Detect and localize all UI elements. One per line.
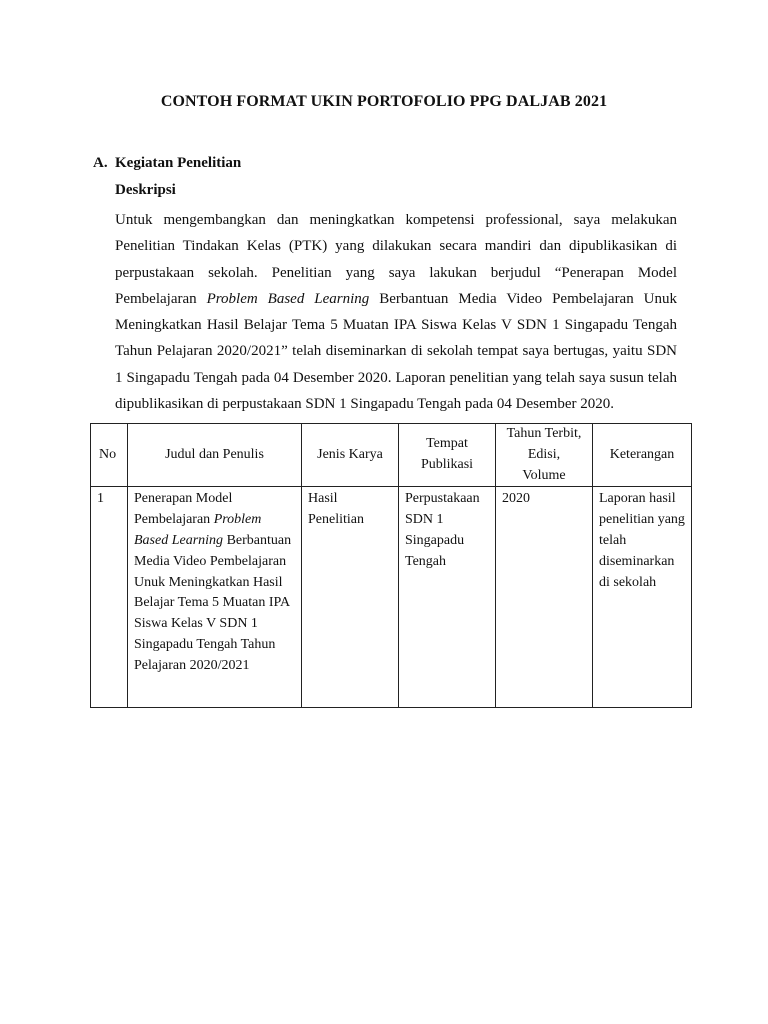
cell-no: 1 (91, 487, 128, 708)
section-letter: A. (93, 155, 108, 171)
header-judul: Judul dan Penulis (128, 424, 302, 487)
header-tempat: Tempat Publikasi (399, 424, 496, 487)
cell-keterangan: Laporan hasil penelitian yang telah diseminarkan di sekolah (593, 487, 692, 708)
paragraph-line: Tahun Pelajaran 2020/2021” telah diseminarkan di sekolah tempat saya bertugas, yaitu SDN (115, 343, 677, 360)
header-tahun: Tahun Terbit, Edisi, Volume (496, 424, 593, 487)
judul-italic-text: Problem Based Learning (134, 512, 262, 548)
paragraph-italic-text: Problem Based Learning (206, 290, 370, 307)
header-keterangan: Keterangan (593, 424, 692, 487)
paragraph-line: Meningkatkan Hasil Belajar Tema 5 Muatan IPA Siswa Kelas V SDN 1 Singapadu Tengah (115, 317, 677, 334)
paragraph-text: Pembelajaran (115, 290, 197, 307)
table-header-row (91, 424, 692, 487)
paragraph-line-mixed (115, 286, 677, 312)
paragraph-line: Penelitian Tindakan Kelas (PTK) yang dilakukan secara mandiri dan dipublikasikan di (115, 238, 677, 255)
paragraph-line: 1 Singapadu Tengah pada 04 Desember 2020. Laporan penelitian yang telah saya susun telah (115, 369, 677, 386)
cell-jenis: Hasil Penelitian (302, 487, 399, 708)
section-heading (93, 155, 241, 172)
paragraph-line: Untuk mengembangkan dan meningkatkan kompetensi professional, saya melakukan (115, 212, 677, 228)
header-no: No (91, 424, 128, 487)
section-subheading: Deskripsi (115, 182, 176, 198)
header-jenis: Jenis Karya (302, 424, 399, 487)
cell-tahun: 2020 (496, 487, 593, 708)
judul-text: Penerapan Model Pembelajaran (134, 491, 233, 528)
table-row (91, 487, 692, 708)
paragraph-line: dipublikasikan di perpustakaan SDN 1 Singapadu Tengah pada 04 Desember 2020. (115, 396, 614, 413)
cell-tempat: Perpustakaan SDN 1 Singapadu Tengah (399, 487, 496, 708)
judul-text: Berbantuan Media Video Pembelajaran Unuk Meningkatkan Hasil Belajar Tema 5 Muatan IPA Siswa Kelas V SDN 1 Singapadu Tengah Tahun Pelajaran 2020/2021 (134, 532, 292, 673)
document-title: CONTOH FORMAT UKIN PORTOFOLIO PPG DALJAB 2021 (160, 93, 608, 110)
paragraph-text: Berbantuan Media Video Pembelajaran Unuk (379, 290, 678, 307)
portfolio-table (90, 423, 692, 708)
description-paragraph (115, 207, 677, 417)
section-heading-text: Kegiatan Penelitian (115, 155, 242, 171)
cell-judul (128, 487, 302, 708)
paragraph-line: perpustakaan sekolah. Penelitian yang saya lakukan berjudul “Penerapan Model (115, 264, 677, 281)
